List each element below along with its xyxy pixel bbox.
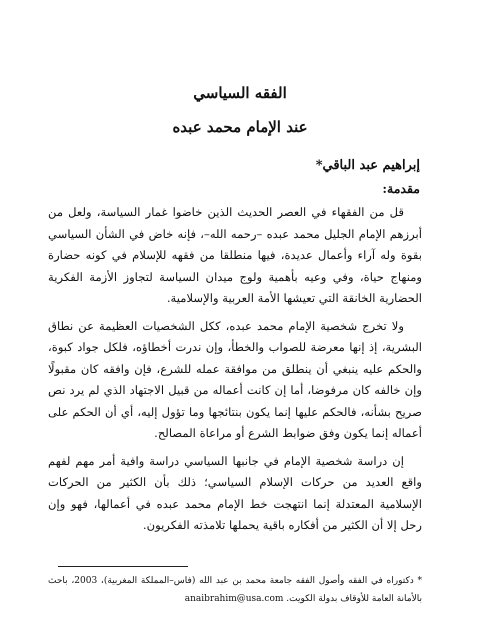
paragraph-2: ولا تخرج شخصية الإمام محمد عبده، ككل الشخصيات العظيمة عن نطاق البشرية، إذ إنها معرضة للصواب والخطأ، وإن ندرت أخطاؤه، فلكل جواد كبوة، والحكم عليه ينبغي أن ينطلق من موافقة عمله للشرع، فإن وافقه كان مقبولًا وإن خالفه كان مرفوضا، أما إن كانت أعماله من قبيل الاجتهاد الذي لم يرد نص صريح بشأنه، فالحكم عليها إنما يكون بنتائجها وما تؤول إليه، أي أن الحكم على أعماله إنما يكون وفق ضوابط الشرع أو مراعاة المصالح. bbox=[48, 318, 422, 440]
footnote-divider bbox=[58, 566, 188, 567]
document-title: الفقه السياسي bbox=[193, 84, 287, 102]
paragraph-3: إن دراسة شخصية الإمام في جانبها السياسي دراسة وافية أمر مهم لفهم واقع العديد من حركات الإسلام السياسي؛ ذلك بأن الكثير من الحركات الإسلامية المعتدلة إنما انتهجت خط الإمام محمد عبده في أعمالها، فهو وإن رحل إلا أن الكثير من أفكاره باقية يحملها تلامذته الفكريون. bbox=[48, 453, 422, 532]
article-body bbox=[48, 202, 422, 543]
document-subtitle: عند الإمام محمد عبده bbox=[172, 118, 308, 136]
paragraph-1: قل من الفقهاء في العصر الحديث الذين خاضوا غمار السياسة، ولعل من أبرزهم الإمام الجليل محمد عبده –رحمه الله–، فإنه خاض في الشأن السياسي بقوة وله آراء وأعمال عديدة، فيها منطلقا من فقهه للإسلام في كونه حضارة ومنهاج حياة، وفي وعيه بأهمية ولوج ميدان السياسة لتجاوز الأزمة الفكرية الحضارية الخانقة التي تعيشها الأمة العربية والإسلامية. bbox=[48, 205, 422, 305]
intro-heading: مقدمة: bbox=[382, 181, 420, 196]
footnote: * دكتوراه في الفقه وأصول الفقه جامعة محمد بن عبد الله (فاس–المملكة المغربية)، 2003، باحث بالأمانة العامة للأوقاف بدولة الكويت. anaibrahim@usa.com bbox=[48, 576, 423, 604]
author-name: إبراهيم عبد الباقي* bbox=[315, 158, 420, 173]
